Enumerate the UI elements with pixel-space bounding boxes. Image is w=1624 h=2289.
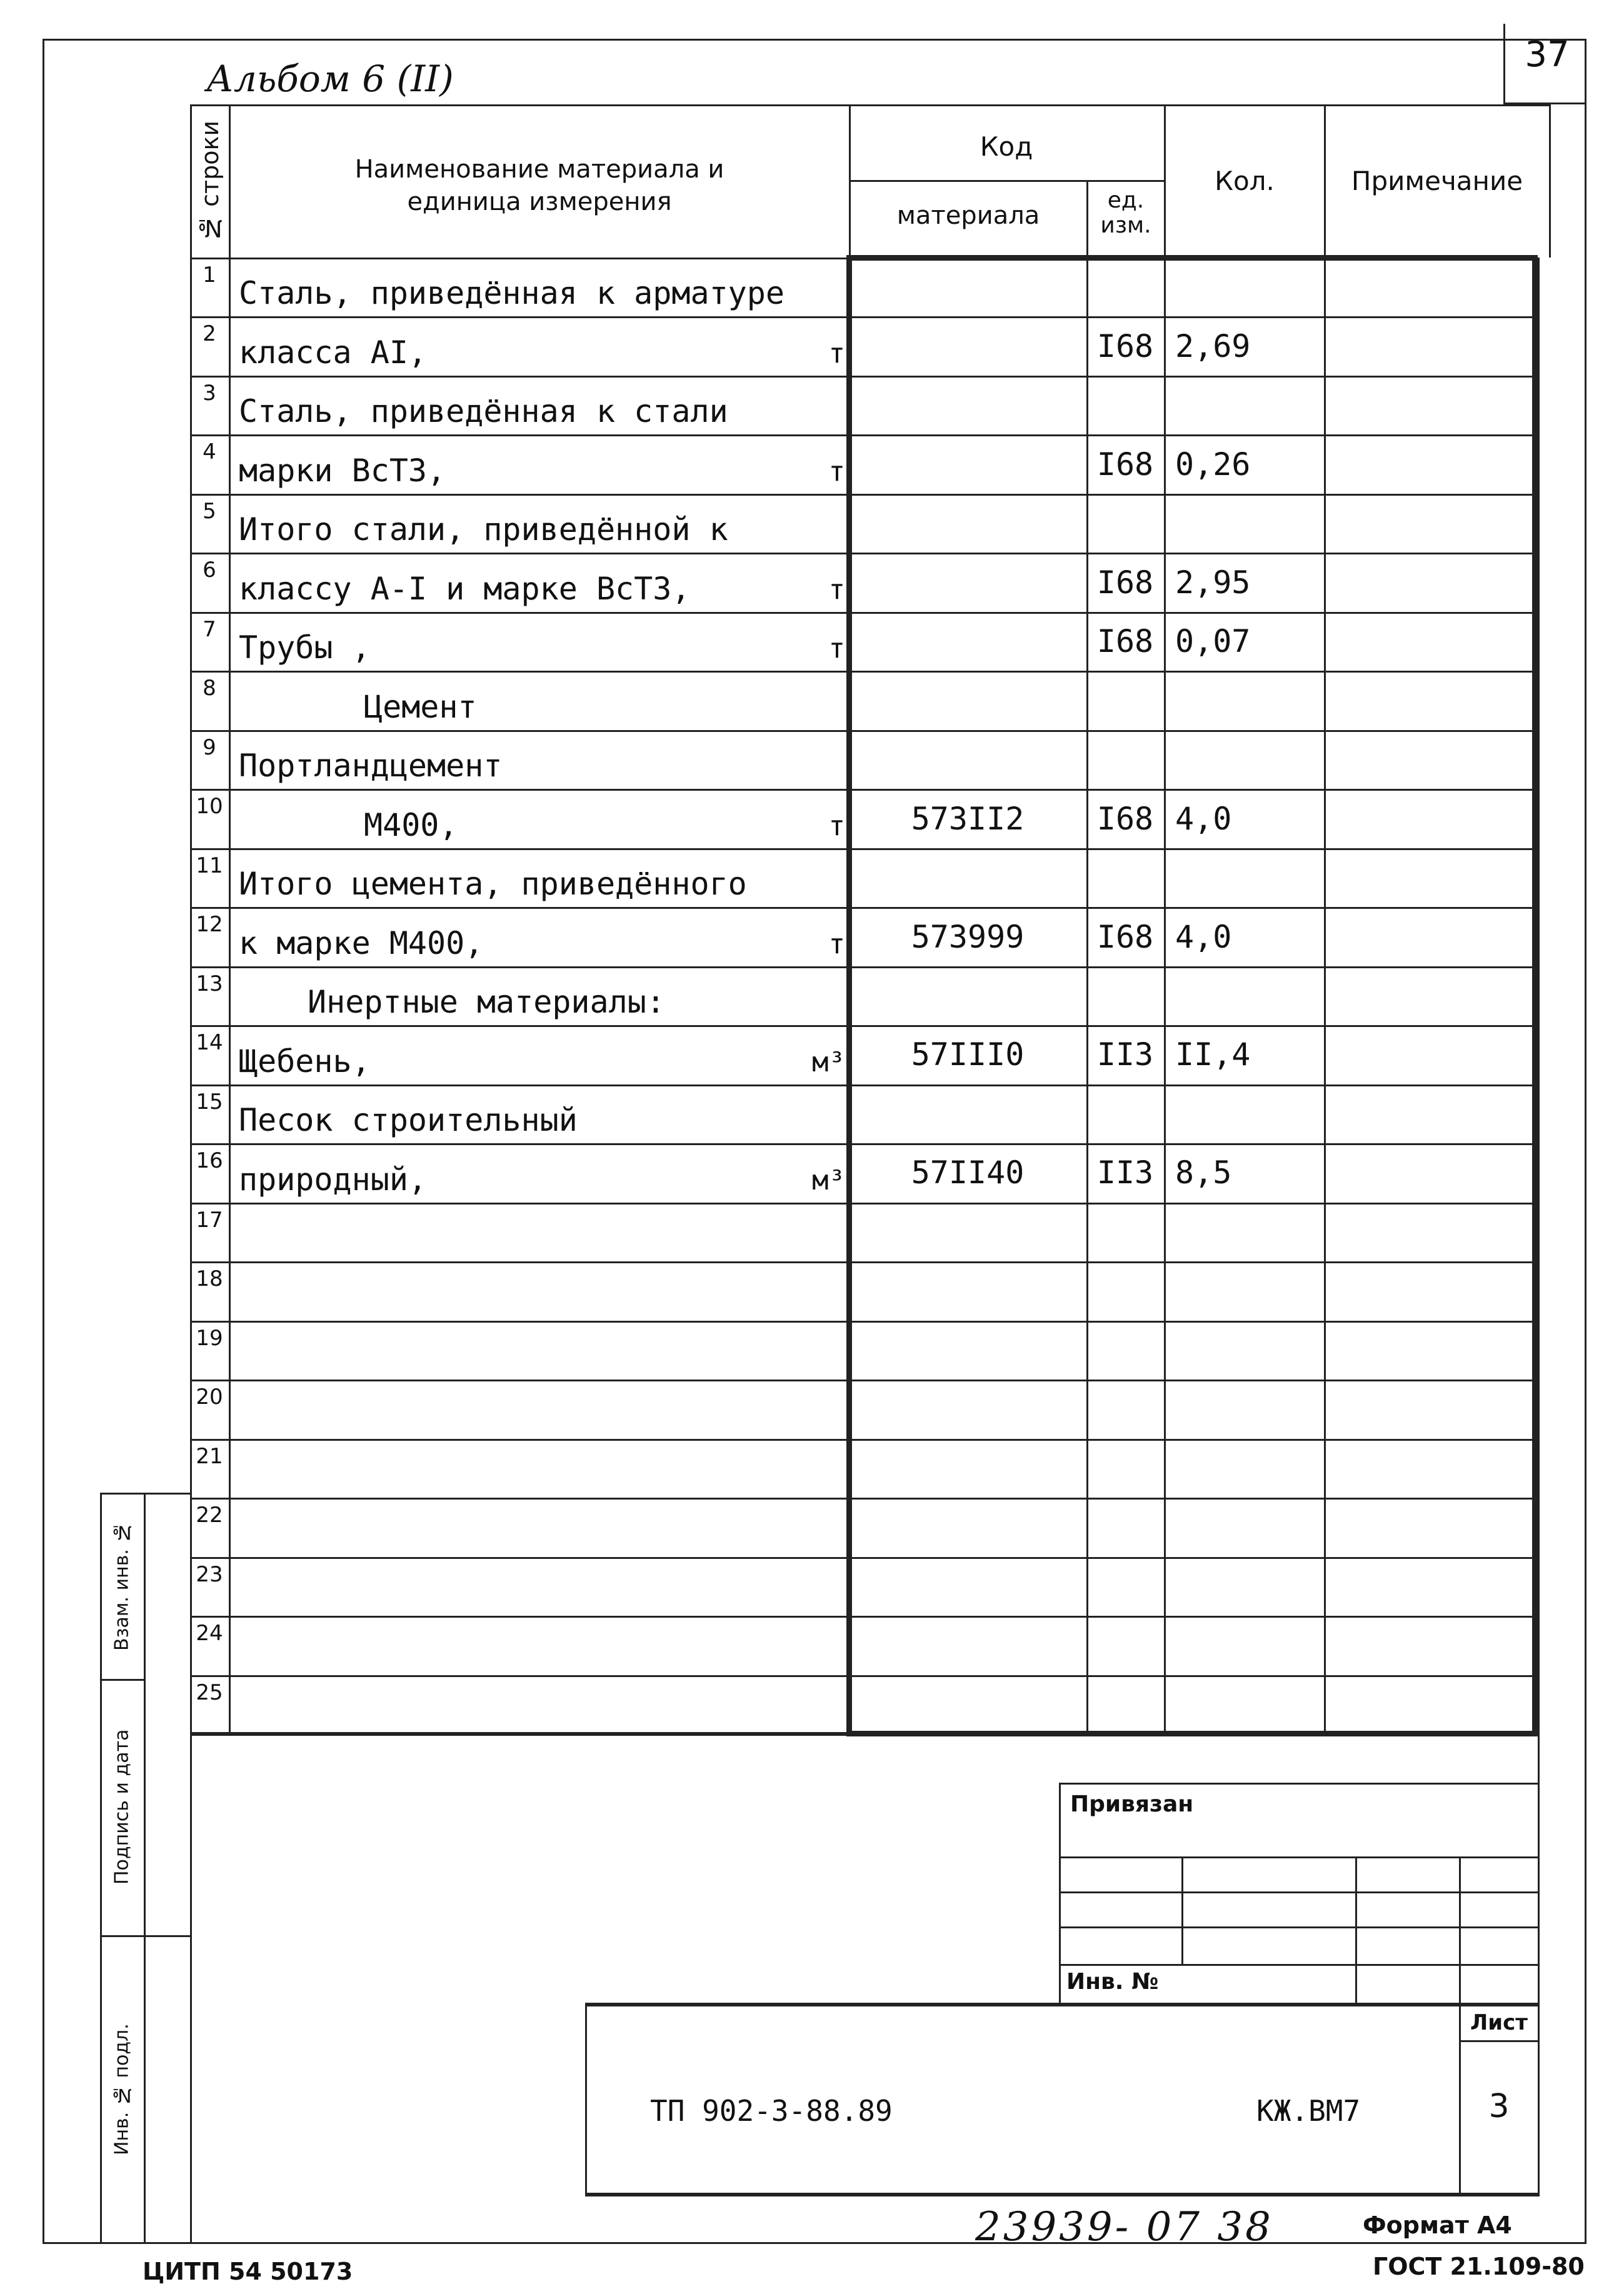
row-number: 22	[196, 1503, 223, 1528]
row-name: марки ВсТ3,	[239, 452, 446, 489]
row-quantity: 2,69	[1175, 328, 1251, 364]
side-label-inv-podl: Инв. № подл.	[111, 2023, 133, 2156]
stamp-number: 23939- 07 38	[975, 2204, 1273, 2250]
row-number: 3	[203, 380, 216, 406]
row-number: 11	[196, 853, 223, 878]
stamp-sheet-h	[1459, 2040, 1538, 2042]
row-number: 10	[196, 794, 223, 819]
row-material-code: 573999	[911, 918, 1025, 955]
header-code-unit-2: изм.	[1100, 213, 1151, 238]
row-number: 5	[203, 498, 216, 524]
row-unit	[809, 1616, 845, 1675]
footer-left: ЦИТП 54 50173	[143, 2258, 353, 2285]
side-sep-2	[100, 1679, 144, 1681]
row-unit	[809, 494, 845, 553]
row-unit-code: I68	[1096, 564, 1154, 601]
row-unit	[809, 258, 845, 316]
under-table-line	[190, 1734, 1538, 1736]
priv-h3	[1059, 1926, 1538, 1928]
header-note: Примечание	[1351, 166, 1523, 196]
row-unit: т	[828, 337, 845, 369]
priv-h4	[1059, 1964, 1538, 1966]
row-name	[239, 1557, 808, 1616]
row-unit-code: I68	[1096, 446, 1154, 483]
header-sep-name	[229, 104, 231, 258]
right-line-lower	[1538, 1734, 1540, 2196]
page-number: 37	[1525, 34, 1570, 75]
row-unit	[809, 1439, 845, 1498]
inv-no-label: Инв. №	[1066, 1969, 1159, 1995]
row-name: Песок строительный	[239, 1102, 578, 1139]
row-unit: т	[828, 633, 845, 665]
header-name-line2: единица измерения	[407, 188, 672, 216]
row-number: 20	[196, 1385, 223, 1410]
side-label-vzam: Взам. инв. №	[111, 1521, 133, 1651]
header-code: Код	[980, 131, 1033, 162]
row-unit: т	[828, 573, 845, 606]
row-quantity: 0,07	[1175, 623, 1251, 660]
row-number: 9	[203, 734, 216, 760]
doc-code-right: КЖ.ВМ7	[1256, 2094, 1361, 2128]
sheet-value: 3	[1488, 2088, 1510, 2125]
row-unit	[809, 671, 845, 729]
row-unit: м³	[812, 1164, 845, 1196]
row-quantity: 4,0	[1175, 800, 1232, 837]
row-unit	[809, 1557, 845, 1616]
row-material-code: 57II40	[911, 1155, 1025, 1191]
row-unit: т	[828, 928, 845, 960]
row-name	[239, 1261, 808, 1320]
row-unit-code: I68	[1096, 918, 1154, 955]
row-name	[239, 1675, 808, 1734]
row-name: к марке М400,	[239, 924, 484, 961]
row-name	[239, 1380, 808, 1438]
row-unit-code: II3	[1096, 1036, 1154, 1073]
row-name	[239, 1203, 808, 1261]
row-number: 8	[203, 676, 216, 701]
row-name: класса AI,	[239, 334, 428, 371]
row-name	[239, 1616, 808, 1675]
row-number: 12	[196, 912, 223, 938]
row-number: 25	[196, 1680, 223, 1705]
row-name: Щебень,	[239, 1043, 371, 1079]
row-number: 2	[203, 321, 216, 347]
side-sep-3	[100, 1935, 191, 1937]
row-name: Трубы ,	[239, 629, 371, 666]
row-number: 14	[196, 1030, 223, 1056]
row-unit	[809, 848, 845, 907]
row-quantity: II,4	[1175, 1036, 1251, 1073]
thick-data-border	[846, 255, 1538, 1736]
row-unit	[809, 1203, 845, 1261]
row-number: 1	[203, 263, 216, 288]
row-unit	[809, 730, 845, 789]
row-unit	[809, 1261, 845, 1320]
header-code-unit-1: ед.	[1107, 188, 1145, 213]
row-name	[239, 1498, 808, 1556]
priv-v3	[1459, 1856, 1461, 2004]
format-label: Формат А4	[1363, 2211, 1512, 2239]
row-number: 24	[196, 1621, 223, 1646]
footer-right: ГОСТ 21.109-80	[1373, 2253, 1585, 2280]
priv-h2	[1059, 1891, 1538, 1893]
row-number: 18	[196, 1266, 223, 1292]
row-name: природный,	[239, 1161, 428, 1198]
page-number-box	[1503, 24, 1505, 104]
row-number: 15	[196, 1089, 223, 1114]
header-sep-rowno	[190, 104, 192, 258]
priv-h1	[1059, 1856, 1538, 1858]
row-unit	[809, 1675, 845, 1734]
row-unit	[809, 1084, 845, 1143]
side-sep-1	[144, 1493, 146, 2244]
row-quantity: 8,5	[1175, 1155, 1232, 1191]
header-code-material: материала	[896, 201, 1040, 230]
header-code-divider	[849, 180, 1164, 182]
row-unit-code: II3	[1096, 1155, 1154, 1191]
row-unit: т	[828, 455, 845, 488]
header-name-line1: Наименование материала и	[354, 155, 724, 184]
row-name	[239, 1321, 808, 1380]
row-number: 21	[196, 1443, 223, 1469]
table-col-line	[1538, 258, 1540, 1734]
row-unit	[809, 376, 845, 434]
row-name: классу A-I и марке ВсТ3,	[239, 570, 691, 607]
row-name: Итого цемента, приведённого	[239, 866, 747, 903]
priv-v1	[1181, 1856, 1183, 1964]
row-name: Инертные материалы:	[308, 984, 665, 1021]
row-number: 13	[196, 971, 223, 996]
row-number: 19	[196, 1325, 223, 1351]
row-quantity: 0,26	[1175, 446, 1251, 483]
row-unit: т	[828, 809, 845, 842]
row-name	[239, 1439, 808, 1498]
header-qty: Кол.	[1215, 166, 1275, 196]
row-unit-code: I68	[1096, 623, 1154, 660]
row-unit	[809, 1321, 845, 1380]
row-material-code: 57III0	[911, 1036, 1025, 1073]
row-material-code: 573II2	[911, 800, 1025, 837]
row-name: Цемент	[364, 688, 477, 725]
row-number: 17	[196, 1207, 223, 1233]
header-row-no: № строки	[196, 120, 224, 243]
row-number: 4	[203, 439, 216, 465]
album-note: Альбом 6 (II)	[206, 58, 454, 100]
row-unit-code: I68	[1096, 328, 1154, 364]
row-number: 7	[203, 616, 216, 642]
row-number: 23	[196, 1561, 223, 1587]
row-unit	[809, 1380, 845, 1438]
row-unit	[809, 966, 845, 1025]
privyazan-label: Привязан	[1070, 1791, 1194, 1817]
side-label-podpis: Подпись и дата	[111, 1729, 133, 1885]
row-unit-code: I68	[1096, 800, 1154, 837]
row-unit: м³	[812, 1046, 845, 1078]
sheet-label: Лист	[1470, 2010, 1528, 2035]
row-unit	[809, 1498, 845, 1556]
doc-code-left: ТП 902-3-88.89	[650, 2094, 893, 2128]
header-sep-right	[1549, 104, 1551, 258]
row-name: Сталь, приведённая к арматуре	[239, 275, 784, 312]
row-name: Сталь, приведённая к стали	[239, 393, 728, 430]
row-name: Портландцемент	[239, 748, 503, 784]
priv-v2	[1355, 1856, 1357, 2004]
row-name: Итого стали, приведённой к	[239, 511, 728, 548]
row-quantity: 4,0	[1175, 918, 1232, 955]
row-number: 16	[196, 1148, 223, 1174]
row-number: 6	[203, 558, 216, 583]
row-quantity: 2,95	[1175, 564, 1251, 601]
row-name: М400,	[364, 806, 458, 843]
